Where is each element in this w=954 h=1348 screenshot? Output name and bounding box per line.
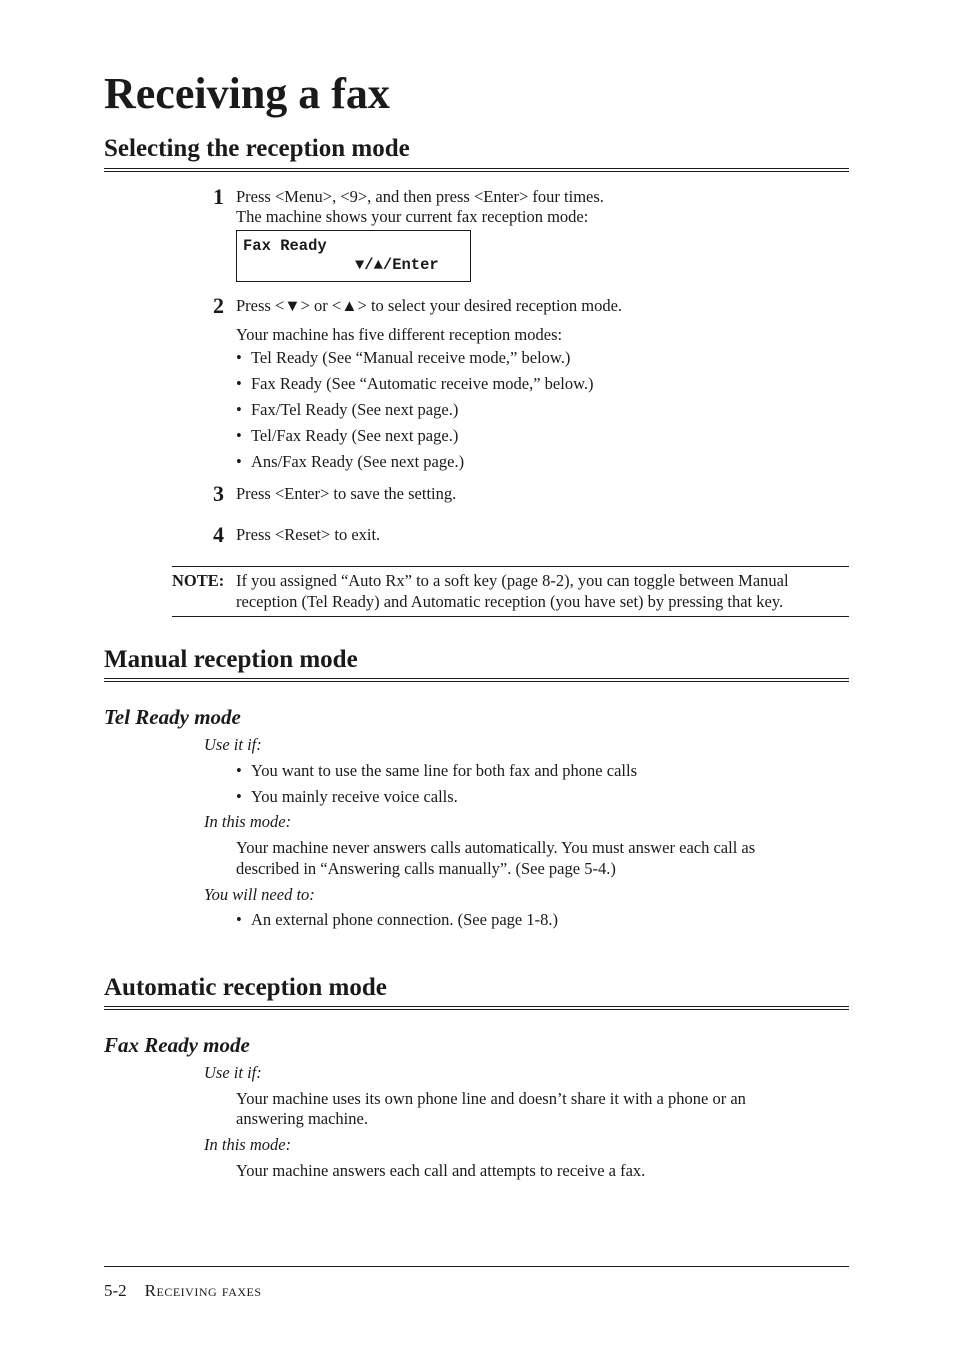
label-you-will-need: You will need to: bbox=[204, 885, 315, 904]
section-rule bbox=[104, 1006, 849, 1010]
subsection-heading: Tel Ready mode bbox=[104, 705, 241, 729]
step-text: Press <▼> or <▲> to select your desired reception mode. bbox=[236, 296, 623, 315]
footer-rule bbox=[104, 1266, 849, 1267]
list-item: • You want to use the same line for both fax and phone calls bbox=[236, 761, 637, 780]
step-number: 3 bbox=[213, 481, 224, 506]
footer bbox=[104, 1280, 262, 1302]
section-heading-automatic: Automatic reception mode bbox=[104, 974, 387, 1001]
step-text: Press <Menu>, <9>, and then press <Enter> four times. bbox=[236, 187, 604, 206]
section-heading-manual: Manual reception mode bbox=[104, 646, 358, 673]
note-rule-top bbox=[172, 566, 849, 567]
step-number: 1 bbox=[213, 184, 224, 209]
list-item: • You mainly receive voice calls. bbox=[236, 787, 458, 806]
label-use-it-if: Use it if: bbox=[204, 1063, 262, 1082]
bullet: • bbox=[236, 400, 242, 419]
step-number: 2 bbox=[213, 293, 224, 318]
body-text: Your machine uses its own phone line and doesn’t share it with a phone or an bbox=[236, 1089, 746, 1108]
step-text: The machine shows your current fax reception mode: bbox=[236, 207, 589, 226]
subsection-heading: Fax Ready mode bbox=[104, 1033, 250, 1057]
lcd-line-2: ▼/▲/Enter bbox=[355, 256, 439, 274]
lcd-line-1: Fax Ready bbox=[243, 237, 327, 255]
body-text: answering machine. bbox=[236, 1109, 368, 1128]
label-use-it-if: Use it if: bbox=[204, 735, 262, 754]
body-text: Your machine answers each call and attempts to receive a fax. bbox=[236, 1161, 646, 1180]
step-text: Press <Enter> to save the setting. bbox=[236, 484, 457, 503]
bullet: • bbox=[236, 348, 242, 367]
step-number: 4 bbox=[213, 522, 224, 547]
label-in-this-mode: In this mode: bbox=[204, 812, 292, 831]
list-item: • An external phone connection. (See page 1-8.) bbox=[236, 910, 558, 929]
modes-intro: Your machine has five different reception modes: bbox=[236, 325, 563, 344]
label-in-this-mode: In this mode: bbox=[204, 1135, 292, 1154]
page-number: 5-2 bbox=[104, 1281, 127, 1300]
section-heading-selecting: Selecting the reception mode bbox=[104, 135, 410, 162]
list-item: • Fax Ready (See “Automatic receive mode,” below.) bbox=[236, 374, 594, 393]
bullet: • bbox=[236, 761, 242, 780]
step-text: Press <Reset> to exit. bbox=[236, 525, 381, 544]
note-rule-bottom bbox=[172, 616, 849, 617]
note-text: If you assigned “Auto Rx” to a soft key (page 8-2), you can toggle between Manual bbox=[236, 571, 789, 590]
body-text: Your machine never answers calls automatically. You must answer each call as bbox=[236, 838, 756, 857]
bullet: • bbox=[236, 374, 242, 393]
list-item: • Fax/Tel Ready (See next page.) bbox=[236, 400, 459, 419]
list-item: • Ans/Fax Ready (See next page.) bbox=[236, 452, 465, 471]
lcd-display bbox=[236, 230, 471, 282]
bullet: • bbox=[236, 426, 242, 445]
list-item: • Tel/Fax Ready (See next page.) bbox=[236, 426, 459, 445]
section-rule bbox=[104, 678, 849, 682]
bullet: • bbox=[236, 452, 242, 471]
section-rule bbox=[104, 168, 849, 172]
bullet: • bbox=[236, 787, 242, 806]
note-text: reception (Tel Ready) and Automatic reception (you have set) by pressing that key. bbox=[236, 592, 784, 611]
chapter-name: Receiving faxes bbox=[144, 1281, 262, 1300]
body-text: described in “Answering calls manually”. (See page 5-4.) bbox=[236, 859, 616, 878]
bullet: • bbox=[236, 910, 242, 929]
page-title: Receiving a fax bbox=[104, 69, 390, 118]
note-label: NOTE: bbox=[172, 571, 225, 590]
list-item: • Tel Ready (See “Manual receive mode,” below.) bbox=[236, 348, 571, 367]
